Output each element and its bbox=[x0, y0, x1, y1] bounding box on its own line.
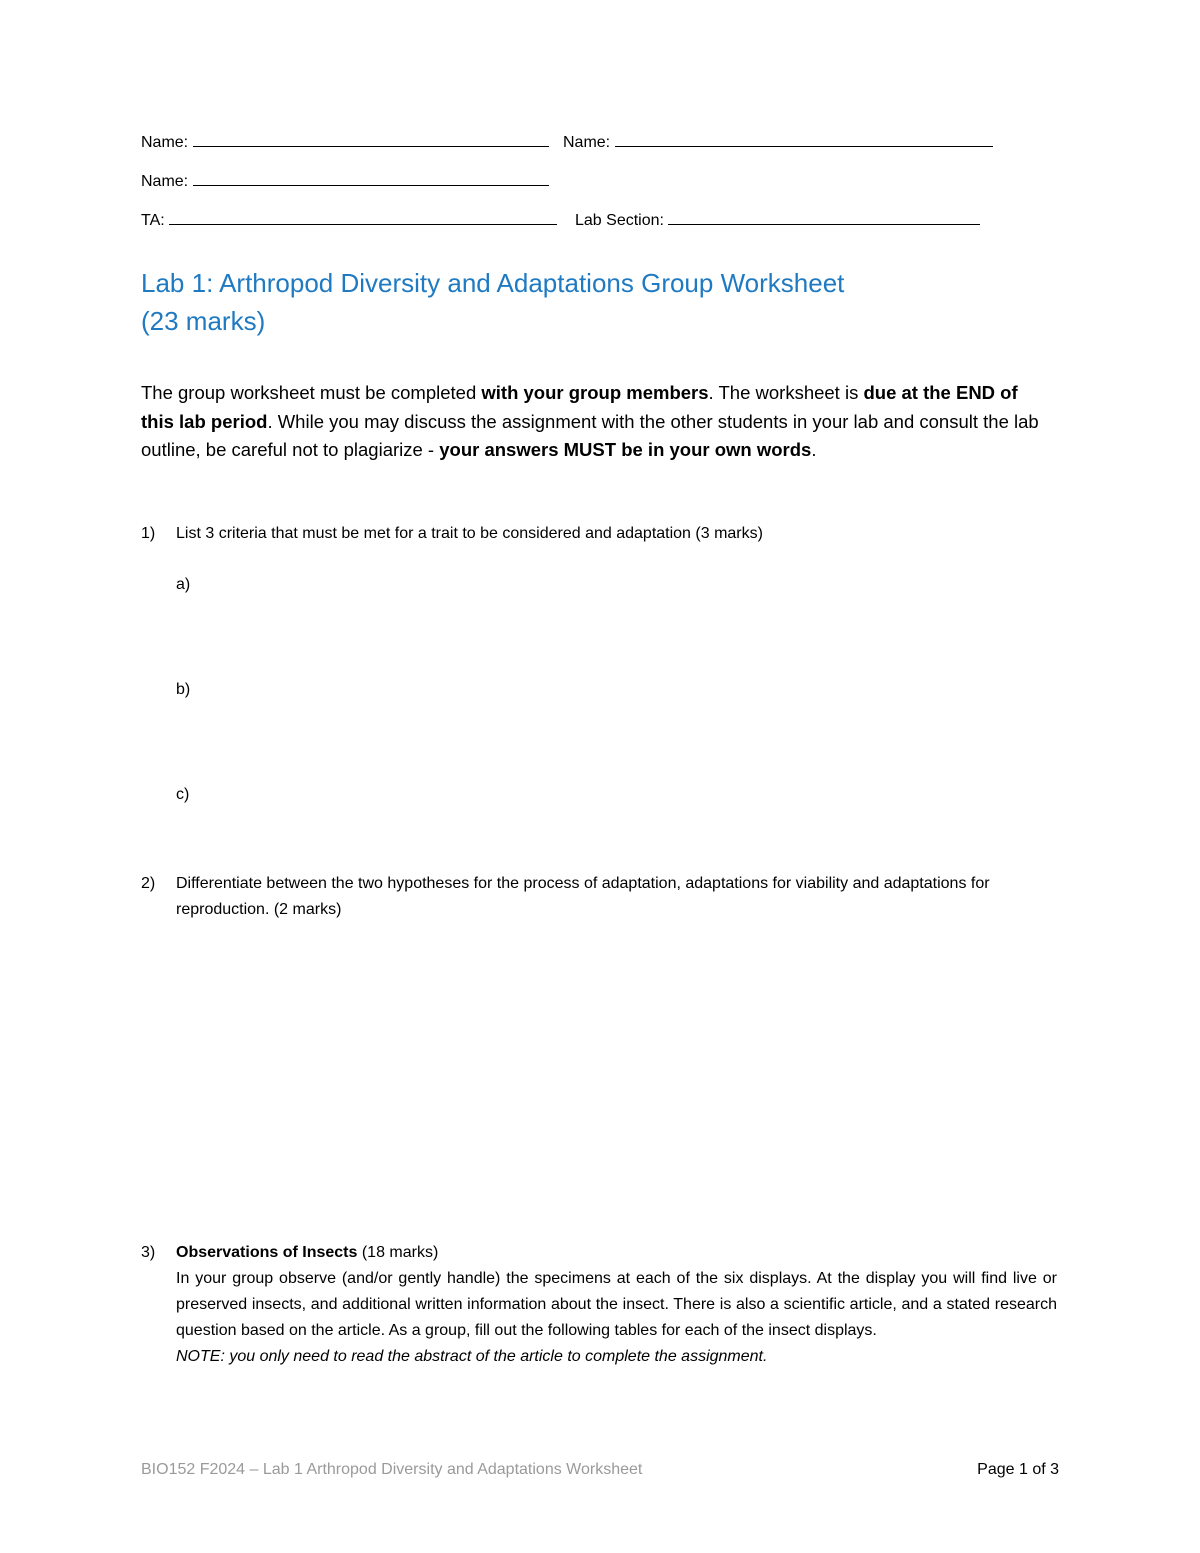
ta-input-line[interactable] bbox=[169, 206, 557, 225]
question-heading-line bbox=[176, 1240, 1057, 1266]
question-number: 2) bbox=[141, 875, 156, 892]
title-line-1: Lab 1: Arthropod Diversity and Adaptations Group Worksheet bbox=[141, 268, 845, 298]
answer-label-b: b) bbox=[176, 681, 191, 698]
question-text: Differentiate between the two hypotheses for the process of adaptation, adaptations for viability and adaptations for reproduction. (2 marks) bbox=[176, 875, 990, 918]
answer-label-c: c) bbox=[176, 786, 190, 803]
intro-bold-2: due at the END of this lab period bbox=[141, 382, 1018, 432]
question-body bbox=[176, 1240, 1057, 1370]
name-label: Name: bbox=[563, 134, 611, 151]
intro-bold-1: with your group members bbox=[481, 382, 709, 403]
intro-paragraph bbox=[141, 379, 1051, 465]
ta-label: TA: bbox=[141, 212, 165, 229]
question-number: 3) bbox=[141, 1244, 156, 1261]
name-input-line-1[interactable] bbox=[193, 128, 549, 147]
answer-label-a: a) bbox=[176, 576, 191, 593]
question-3 bbox=[141, 1240, 1057, 1370]
name-field-3 bbox=[141, 167, 549, 191]
name-label: Name: bbox=[141, 134, 189, 151]
question-text: List 3 criteria that must be met for a trait to be considered and adaptation (3 marks) bbox=[176, 525, 763, 542]
name-label: Name: bbox=[141, 173, 189, 190]
intro-text-3: . While you may discuss the assignment with the other students in your lab and consult the lab outline, be careful not to plagiarize - bbox=[141, 410, 1039, 460]
page-number: Page 1 of 3 bbox=[977, 1461, 1059, 1478]
intro-text-2: . The worksheet is bbox=[708, 382, 864, 403]
title-line-2: (23 marks) bbox=[141, 306, 266, 336]
name-input-line-2[interactable] bbox=[615, 128, 993, 147]
intro-text-1: The group worksheet must be completed bbox=[141, 382, 482, 403]
question-note: NOTE: you only need to read the abstract of the article to complete the assignment. bbox=[176, 1348, 768, 1365]
question-text: In your group observe (and/or gently handle) the specimens at each of the six displays. At the display you will find live or preserved insects, and additional written information about the insect. There is also a scientific article, and a stated research question based on the article. As a group, fill out the following tables for each of the insect displays. bbox=[176, 1270, 1057, 1339]
lab-section-label: Lab Section: bbox=[575, 212, 664, 229]
question-heading: Observations of Insects bbox=[176, 1244, 358, 1261]
question-2 bbox=[141, 871, 1041, 923]
question-1 bbox=[141, 521, 1051, 547]
footer-left: BIO152 F2024 – Lab 1 Arthropod Diversity and Adaptations Worksheet bbox=[141, 1461, 643, 1478]
ta-field bbox=[141, 206, 557, 230]
intro-text-4: . bbox=[811, 439, 817, 460]
name-field-2 bbox=[563, 128, 993, 152]
question-number: 1) bbox=[141, 525, 156, 542]
lab-section-input-line[interactable] bbox=[668, 206, 980, 225]
lab-section-field bbox=[575, 206, 980, 230]
intro-bold-3: your answers MUST be in your own words bbox=[439, 439, 812, 460]
name-input-line-3[interactable] bbox=[193, 167, 549, 186]
name-field-1 bbox=[141, 128, 549, 152]
question-marks: (18 marks) bbox=[357, 1244, 439, 1261]
worksheet-title bbox=[141, 264, 1041, 340]
